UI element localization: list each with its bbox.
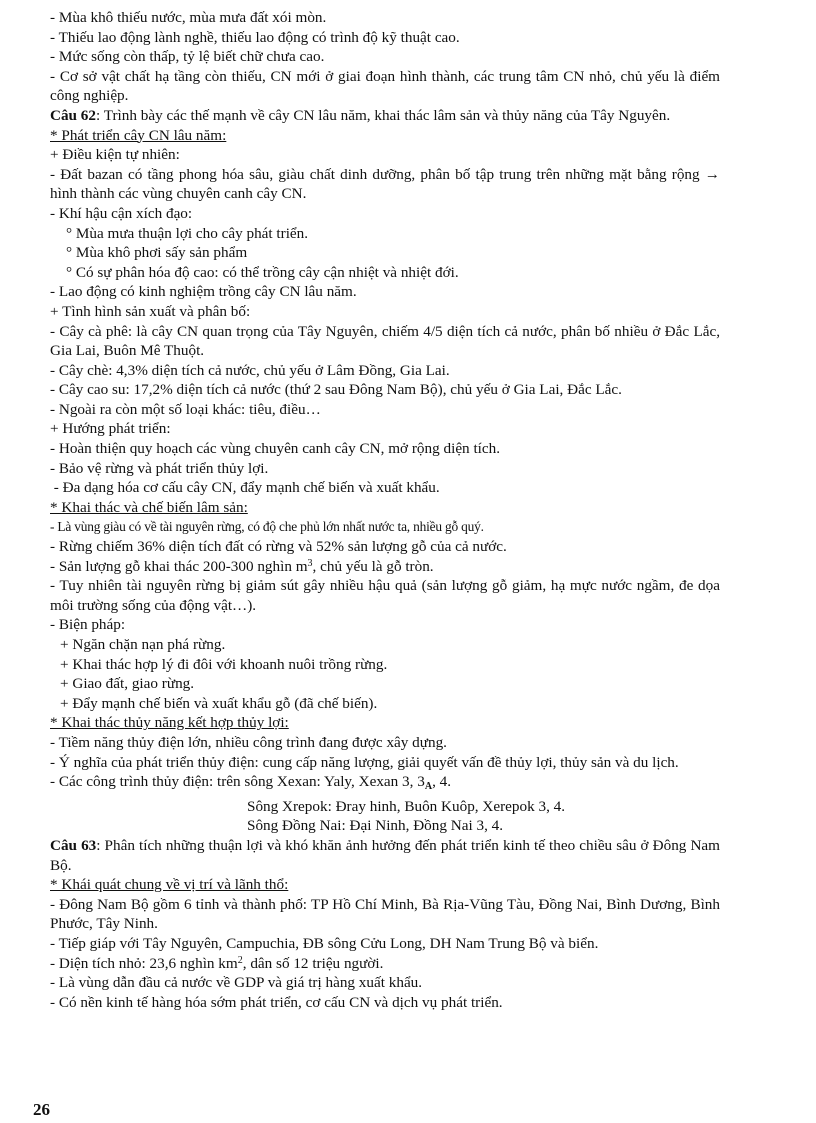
text-line: - Mùa khô thiếu nước, mùa mưa đất xói mòn. <box>50 9 327 26</box>
bullet-line: + Khai thác hợp lý đi đôi với khoanh nuôi trồng rừng. <box>60 655 388 673</box>
text-line: - Ngoài ra còn một số loại khác: tiêu, điều… <box>50 400 321 418</box>
bullet-line: ° Có sự phân hóa độ cao: có thể trồng cây cận nhiệt và nhiệt đới. <box>66 263 459 281</box>
section-heading: * Khai thác thủy năng kết hợp thủy lợi: <box>50 714 289 732</box>
text-paragraph: - Ý nghĩa của phát triển thủy điện: cung cấp năng lượng, giải quyết vấn đề thủy lợi, thủy sản và du lịch. <box>50 753 679 771</box>
question-62-text: : Trình bày các thế mạnh về cây CN lâu năm, khai thác lâm sản và thủy năng của Tây Nguyên. <box>96 106 671 124</box>
text-line: - Cây chè: 4,3% diện tích cả nước, chủ yếu ở Lâm Đồng, Gia Lai. <box>50 361 450 379</box>
text-line <box>50 954 720 974</box>
text-line <box>50 557 720 577</box>
text-line: - Bảo vệ rừng và phát triển thủy lợi. <box>50 459 269 477</box>
bullet-line: + Đẩy mạnh chế biến và xuất khẩu gỗ (đã chế biến). <box>60 694 378 712</box>
text-fragment: - Các công trình thủy điện: trên sông Xexan: Yaly, Xexan 3, 3 <box>50 773 425 791</box>
superscript: 3 <box>307 557 313 569</box>
text-paragraph: - Đất bazan có tầng phong hóa sâu, giàu chất dinh dưỡng, phân bố tập trung trên những mặt bằng rộng → hình thành các vùng chuyên canh cây CN. <box>50 165 720 203</box>
text-line: - Tiềm năng thủy điện lớn, nhiều công trình đang được xây dựng. <box>50 733 447 751</box>
bullet-line: + Giao đất, giao rừng. <box>60 675 195 693</box>
text-line: - Khí hậu cận xích đạo: <box>50 204 193 222</box>
text-line: - Là vùng giàu có về tài nguyên rừng, có độ che phủ lớn nhất nước ta, nhiều gỗ quý. <box>50 519 484 535</box>
text-fragment: , 4. <box>432 773 452 791</box>
text-line: + Hướng phát triển: <box>50 420 171 438</box>
text-paragraph: - Đông Nam Bộ gồm 6 tỉnh và thành phố: TP Hồ Chí Minh, Bà Rịa-Vũng Tàu, Đồng Nai, Bình Dương, Bình Phước, Tây Ninh. <box>50 895 720 933</box>
text-line: + Điều kiện tự nhiên: <box>50 146 180 164</box>
text-line: - Thiếu lao động lành nghề, thiếu lao động có trình độ kỹ thuật cao. <box>50 28 460 46</box>
text-line: - Biện pháp: <box>50 616 126 634</box>
superscript: 2 <box>237 954 243 966</box>
question-62-label: Câu 62 <box>50 106 96 124</box>
text-line: - Lao động có kinh nghiệm trồng cây CN lâu năm. <box>50 283 357 301</box>
bullet-line: + Ngăn chặn nạn phá rừng. <box>60 636 226 653</box>
section-heading: * Khái quát chung về vị trí và lãnh thổ: <box>50 876 289 894</box>
text-line: - Đa dạng hóa cơ cấu cây CN, đẩy mạnh chế biến và xuất khẩu. <box>50 479 440 497</box>
text-fragment: - Diện tích nhỏ: 23,6 nghìn km <box>50 954 238 972</box>
text-fragment: , chủ yếu là gỗ tròn. <box>312 557 434 575</box>
text-line: - Tiếp giáp với Tây Nguyên, Campuchia, ĐB sông Cửu Long, DH Nam Trung Bộ và biển. <box>50 934 599 952</box>
text-line: Sông Đồng Nai: Đại Ninh, Đồng Nai 3, 4. <box>247 817 504 835</box>
text-paragraph: - Cây cao su: 17,2% diện tích cả nước (thứ 2 sau Đông Nam Bộ), chủ yếu ở Gia Lai, Đắc Lắc. <box>50 381 622 399</box>
bullet-line: ° Mùa mưa thuận lợi cho cây phát triển. <box>66 224 309 242</box>
text-line: - Mức sống còn thấp, tỷ lệ biết chữ chưa cao. <box>50 48 325 66</box>
text-paragraph: - Cơ sở vật chất hạ tầng còn thiếu, CN mới ở giai đoạn hình thành, các trung tâm CN nhỏ, chủ yếu là điểm công nghiệp. <box>50 67 720 105</box>
text-paragraph: - Tuy nhiên tài nguyên rừng bị giảm sút gây nhiều hậu quả (sản lượng gỗ giảm, hạ mực nước ngầm, đe dọa môi trường sống của động vật…). <box>50 577 720 614</box>
text-line: Sông Xrepok: Đray hinh, Buôn Kuôp, Xerepok 3, 4. <box>247 797 566 815</box>
page-number: 26 <box>33 1100 50 1119</box>
text-fragment: , dân số 12 triệu người. <box>242 954 384 972</box>
text-line: - Hoàn thiện quy hoạch các vùng chuyên canh cây CN, mở rộng diện tích. <box>50 440 501 458</box>
section-heading: * Phát triển cây CN lâu năm: <box>50 126 227 144</box>
text-line: + Tình hình sản xuất và phân bố: <box>50 302 251 320</box>
question-63 <box>50 836 720 875</box>
document-page <box>50 8 720 1012</box>
subscript: A <box>424 781 433 793</box>
question-63-text: : Phân tích những thuận lợi và khó khăn ảnh hưởng đến phát triển kinh tế theo chiều sâu ở Đông Nam Bộ. <box>50 836 720 874</box>
bullet-line: ° Mùa khô phơi sấy sản phẩm <box>66 244 248 262</box>
text-line: - Là vùng dẫn đầu cả nước về GDP và giá trị hàng xuất khẩu. <box>50 974 423 992</box>
text-line <box>50 772 720 797</box>
question-62 <box>50 106 720 126</box>
section-heading: * Khai thác và chế biến lâm sản: <box>50 498 248 516</box>
text-line: - Có nền kinh tế hàng hóa sớm phát triển, cơ cấu CN và dịch vụ phát triển. <box>50 993 503 1011</box>
text-line: - Rừng chiếm 36% diện tích đất có rừng và 52% sản lượng gỗ của cả nước. <box>50 538 507 556</box>
text-paragraph: - Cây cà phê: là cây CN quan trọng của Tây Nguyên, chiếm 4/5 diện tích cả nước, phân bố nhiều ở Đắc Lắc, Gia Lai, Buôn Mê Thuột. <box>50 322 720 360</box>
question-63-label: Câu 63 <box>50 836 97 854</box>
text-fragment: - Sản lượng gỗ khai thác 200-300 nghìn m <box>50 557 308 575</box>
